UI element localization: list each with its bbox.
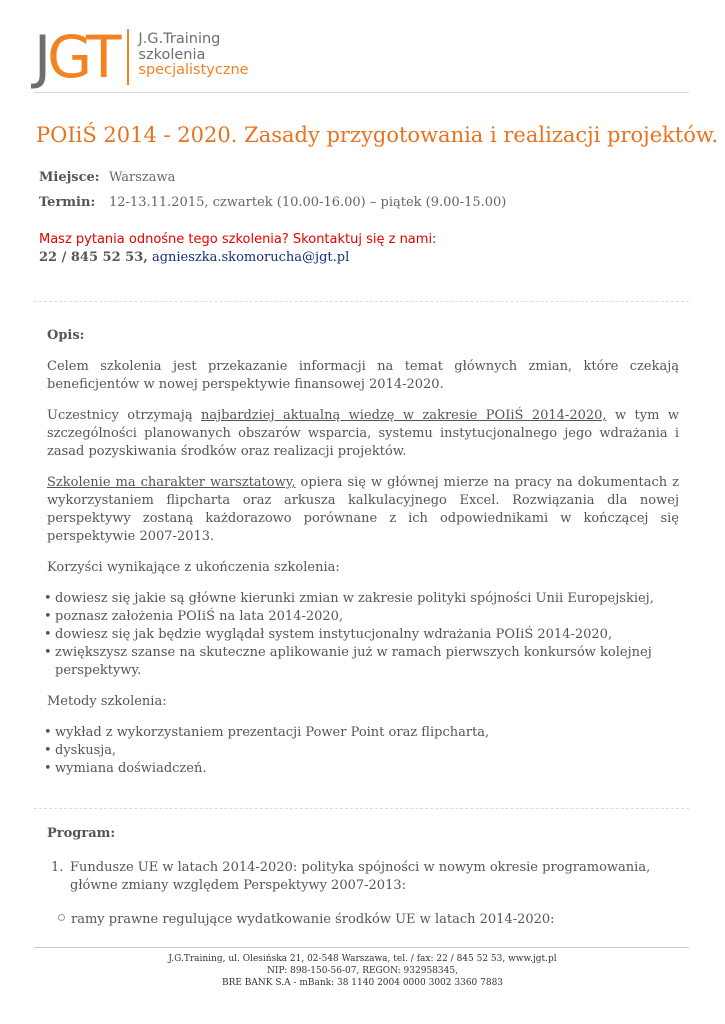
header-divider: [34, 92, 689, 93]
program-heading: Program:: [47, 826, 116, 841]
place-value: Warszawa: [109, 170, 176, 185]
program-subitem-text: ramy prawne regulujące wydatkowanie środków UE w latach 2014-2020:: [71, 912, 555, 927]
description-paragraph-2: [47, 407, 679, 461]
place-label: Miejsce:: [39, 170, 100, 185]
logo-letter-j: J: [34, 23, 48, 91]
section-divider-2: [34, 808, 689, 809]
list-item: • wymiana doświadczeń.: [45, 760, 679, 778]
p3-text-end: opiera się w głównej mierze na pracy na dokumentach z wykorzystaniem flipcharta oraz arkusza kalkulacyjnego Excel. Rozwiązania dla nowej perspektywy zostaną każdorazowo porównane z ich odpowiednikami w kończącej się perspektywie 2007-2013.: [47, 475, 680, 544]
logo-line-company: J.G.Training: [138, 31, 221, 47]
description-paragraph-3: [47, 474, 679, 546]
footer-address: J.G.Training, ul. Olesińska 21, 02-548 Warszawa, tel. / fax: 22 / 845 52 53, www.jgt.pl: [168, 954, 557, 964]
p2-text-start: Uczestnicy otrzymają: [47, 408, 202, 423]
list-item: • dowiesz się jakie są główne kierunki zmian w zakresie polityki spójności Unii Europejskiej,: [45, 590, 679, 608]
list-item: • wykład z wykorzystaniem prezentacji Power Point oraz flipcharta,: [45, 724, 679, 742]
logo-line-szkolenia: szkolenia: [138, 46, 206, 63]
description-heading: Opis:: [47, 328, 85, 343]
p2-underlined: najbardziej aktualną wiedzę w zakresie POIiŚ 2014-2020,: [201, 408, 607, 423]
list-item: • zwiększysz szanse na skuteczne aplikowanie już w ramach pierwszych konkursów kolejnej perspektywy.: [45, 644, 679, 680]
benefits-list: [45, 590, 679, 680]
p2-text-end: w tym w szczególności planowanych obszarów wsparcia, systemu instytucjonalnego jego wdrażania i zasad pozyskiwania środków oraz realizacji projektów.: [47, 408, 679, 459]
description-paragraph-1: Celem szkolenia jest przekazanie informacji na temat głównych zmian, które czekają beneficjentów w nowej perspektywie finansowej 2014-2020.: [47, 359, 679, 392]
program-item-text: Fundusze UE w latach 2014-2020: polityka spójności w nowym okresie programowania, główne zmiany względem Perspektywy 2007-2013:: [70, 860, 651, 893]
footer-tax-ids: NIP: 898-150-56-07, REGON: 932958345,: [267, 966, 458, 976]
contact-email-link[interactable]: agnieszka.skomorucha@jgt.pl: [151, 250, 350, 265]
logo-letters-gt: GT: [47, 23, 118, 91]
methods-heading: Metody szkolenia:: [47, 694, 167, 709]
contact-question: Masz pytania odnośne tego szkolenia? Skontaktuj się z nami:: [39, 232, 437, 247]
program-item-1: [51, 859, 681, 895]
logo-separator: [127, 29, 129, 85]
contact-block: [39, 231, 436, 267]
list-item: • dowiesz się jak będzie wyglądał system instytucjonalny wdrażania POIiŚ 2014-2020,: [45, 626, 679, 644]
methods-list: [45, 724, 679, 778]
program-item-number: 1.: [51, 860, 64, 875]
footer-divider: [34, 947, 689, 948]
program-subitem-1: [58, 911, 555, 929]
benefits-heading: Korzyści wynikające z ukończenia szkolenia:: [47, 560, 340, 575]
logo-tagline: [138, 28, 248, 79]
description-section: [47, 327, 679, 778]
date-label: Termin:: [39, 195, 96, 210]
program-section: [47, 825, 679, 843]
p3-underlined: Szkolenie ma charakter warsztatowy,: [47, 475, 296, 490]
meta-place: [39, 169, 175, 187]
logo-line-specjalistyczne: specjalistyczne: [138, 62, 249, 78]
meta-date: [39, 194, 506, 212]
jgt-logo[interactable]: [34, 23, 249, 91]
footer: [0, 953, 725, 989]
date-value: 12-13.11.2015, czwartek (10.00-16.00) – piątek (9.00-15.00): [109, 195, 507, 210]
list-item: • poznasz założenia POIiŚ na lata 2014-2020,: [45, 608, 679, 626]
circle-bullet-icon: [58, 914, 65, 921]
section-divider-1: [34, 301, 689, 302]
contact-phone[interactable]: 22 / 845 52 53,: [39, 250, 148, 265]
footer-bank-account: BRE BANK S.A - mBank: 38 1140 2004 0000 3002 3360 7883: [221, 978, 504, 988]
list-item: • dyskusja,: [45, 742, 679, 760]
page-title: POIiŚ 2014 - 2020. Zasady przygotowania i realizacji projektów.: [36, 123, 719, 147]
